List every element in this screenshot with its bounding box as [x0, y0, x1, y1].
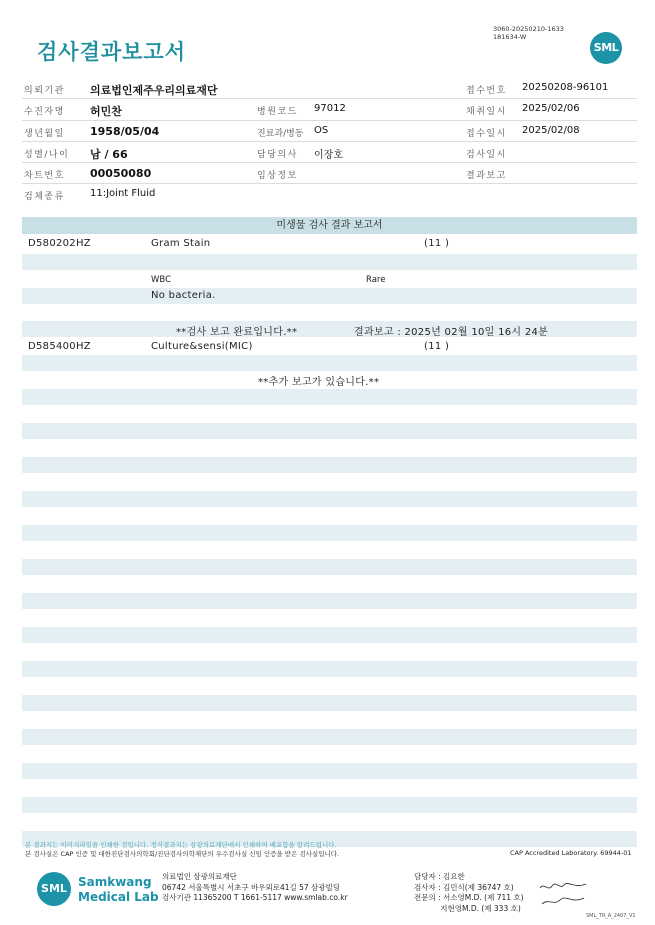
info-label: 차트번호	[24, 171, 65, 182]
bacteria-result: No bacteria.	[151, 290, 216, 301]
test-code: D585400HZ	[28, 341, 91, 352]
info-label: 채취일시	[466, 107, 507, 118]
stripe	[22, 457, 637, 473]
address-line: 06742 서울특별시 서초구 바우뫼로41길 57 삼광빌딩	[162, 882, 341, 892]
info-value: 11:Joint Fluid	[90, 188, 156, 200]
document-code	[493, 26, 564, 41]
info-row	[22, 78, 637, 99]
info-label: 생년월일	[24, 128, 65, 139]
additional-report-text: **추가 보고가 있습니다.**	[258, 377, 380, 388]
brand-name: Samkwang	[78, 875, 152, 889]
test-code: D580202HZ	[28, 238, 91, 249]
stripe	[22, 389, 637, 405]
wbc-label: WBC	[151, 275, 172, 285]
lab-address	[162, 872, 348, 904]
document-title: 검사결과보고서	[37, 40, 187, 64]
cap-accreditation: CAP Accredited Laboratory. 69944-01	[510, 849, 632, 857]
stripe	[22, 491, 637, 507]
info-label: 수진자명	[24, 107, 65, 118]
signature-icon	[538, 880, 588, 908]
info-row	[22, 99, 637, 120]
stripe	[22, 661, 637, 677]
form-code: SML_TR_A_2407_V1	[586, 913, 636, 919]
staff-line: 검사자 : 김민식(제 36747 호)	[414, 882, 514, 892]
info-label: 성별/나이	[24, 149, 70, 160]
info-label: 결과보고	[466, 171, 507, 182]
info-value: 의료법인제주우리의료재단	[90, 84, 218, 97]
sml-logo-icon: SML	[37, 872, 71, 906]
wbc-value: Rare	[366, 275, 386, 285]
info-label: 접수일시	[466, 128, 507, 139]
address-line: 검사기관 11365200 T 1661-5117 www.smlab.co.kr	[162, 893, 348, 902]
document-code-line1: 3060-20250210-1633	[493, 25, 564, 33]
stripe	[22, 593, 637, 609]
test-name: Gram Stain	[151, 238, 211, 249]
test-number: (11 )	[424, 341, 450, 352]
stripe	[22, 695, 637, 711]
info-value: 20250208-96101	[522, 82, 609, 93]
report-complete-text: **검사 보고 완료입니다.**	[176, 327, 298, 338]
stripe	[22, 423, 637, 439]
report-time: 결과보고 : 2025년 02월 10일 16시 24분	[354, 327, 549, 338]
disclaimer-text: 본 결과지는 이미지파일을 인쇄한 것입니다. 정식결과지는 삼광의료재단에서 인쇄하여 배포함을 알려드립니다.	[25, 841, 337, 849]
info-value: 1958/05/04	[90, 124, 160, 138]
stripe	[22, 254, 637, 270]
staff-line: 전문의 : 서소영M.D. (제 711 호)	[414, 893, 524, 902]
info-row	[22, 121, 637, 142]
info-label: 의뢰기관	[24, 86, 65, 96]
stripe	[22, 797, 637, 813]
staff-line: 지현영M.D. (제 333 호)	[414, 903, 521, 913]
info-label: 진료과/병동	[257, 128, 304, 139]
info-label: 병원코드	[257, 107, 298, 118]
info-row	[22, 163, 637, 184]
test-name: Culture&sensi(MIC)	[151, 341, 253, 352]
info-label: 접수번호	[466, 86, 507, 96]
info-label: 검사일시	[466, 149, 507, 160]
document-code-line2: 181634-W	[493, 32, 527, 41]
stripe	[22, 763, 637, 779]
info-label: 임상정보	[257, 171, 298, 182]
info-value: 이장호	[314, 149, 343, 161]
certification-text: 본 검사실은 CAP 인증 및 대한진단검사의학회/진단검사의학재단의 우수검사실 신임 인증을 받은 검사실입니다.	[25, 850, 340, 858]
info-value: 2025/02/08	[522, 124, 580, 136]
info-value: OS	[314, 124, 329, 136]
info-row	[22, 184, 637, 204]
info-label: 담당의사	[257, 149, 298, 160]
patient-info-table	[22, 78, 637, 205]
test-number: (11 )	[424, 238, 450, 249]
info-value: 97012	[314, 103, 346, 115]
address-line: 의료법인 삼광의료재단	[162, 872, 237, 881]
sml-logo-icon: SML	[590, 32, 622, 64]
brand-subname: Medical Lab	[78, 890, 159, 904]
staff-line: 담당자 : 김요한	[414, 872, 465, 881]
info-row	[22, 142, 637, 163]
stripe	[22, 559, 637, 575]
section-title: 미생물 검사 결과 보고서	[22, 217, 637, 234]
info-value: 허민찬	[90, 105, 122, 119]
info-value: 2025/02/06	[522, 103, 580, 115]
stripe	[22, 288, 637, 304]
info-value: 00050080	[90, 167, 152, 181]
stripe	[22, 355, 637, 371]
stripe	[22, 627, 637, 643]
info-label: 검체종류	[24, 192, 65, 203]
stripe	[22, 729, 637, 745]
staff-list	[414, 872, 524, 914]
info-value: 남 / 66	[90, 147, 128, 161]
stripe	[22, 525, 637, 541]
